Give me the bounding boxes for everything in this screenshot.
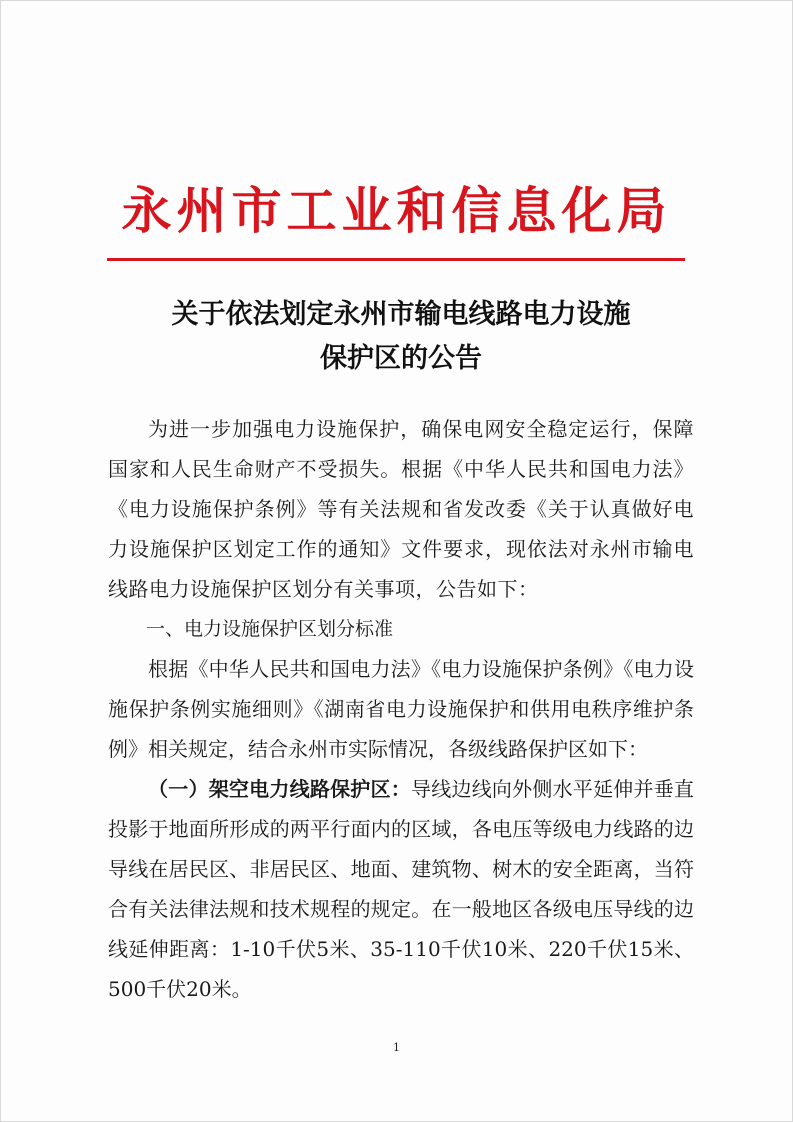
document-body — [108, 409, 694, 1009]
page-number: 1 — [393, 1041, 400, 1054]
item-1-paragraph — [108, 769, 694, 1009]
intro-paragraph: 为进一步加强电力设施保护，确保电网安全稳定运行，保障国家和人民生命财产不受损失。根据《中华人民共和国电力法》《电力设施保护条例》等有关法规和省发改委《关于认真做好电力设施保护区划定工作的通知》文件要求，现依法对永州市输电线路电力设施保护区划分有关事项，公告如下： — [108, 417, 694, 601]
header-red-rule — [107, 258, 685, 261]
organization-title: 永州市工业和信息化局 — [121, 182, 672, 240]
document-title-line-2: 保护区的公告 — [320, 343, 482, 374]
document-title — [101, 293, 701, 381]
item-1-label: （一）架空电力线路保护区： — [148, 777, 411, 801]
section-1-heading: 一、电力设施保护区划分标准 — [146, 618, 394, 640]
document-title-line-1: 关于依法划定永州市输电线路电力设施 — [171, 299, 631, 330]
section-1-paragraph: 根据《中华人民共和国电力法》《电力设施保护条例》《电力设施保护条例实施细则》《湖南省电力设施保护和供用电秩序维护条例》相关规定，结合永州市实际情况，各级线路保护区如下： — [108, 657, 694, 761]
item-1-text: 导线边线向外侧水平延伸并垂直投影于地面所形成的两平行面内的区域，各电压等级电力线路的边导线在居民区、非居民区、地面、建筑物、树木的安全距离，当符合有关法律法规和技术规程的规定。在一般地区各级电压导线的边线延伸距离：1-10千伏5米、35-110千伏10米、220千伏15米、500千伏20米。 — [108, 777, 694, 1001]
